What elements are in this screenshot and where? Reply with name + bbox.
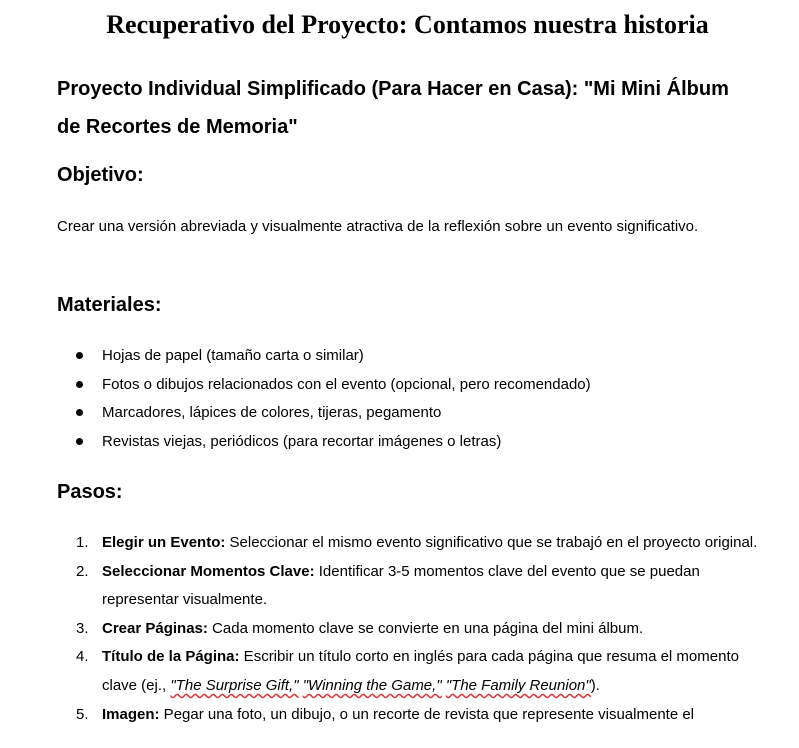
bullet-icon (76, 409, 83, 416)
step-number: 4. (76, 648, 89, 666)
materials-item-text: Fotos o dibujos relacionados con el evento (opcional, pero recomendado) (102, 375, 591, 393)
step-text: Seleccionar el mismo evento significativo que se trabajó en el proyecto original. (225, 534, 758, 551)
materials-heading: Materiales: (57, 294, 162, 316)
materials-item (57, 371, 777, 400)
step-text: Pegar una foto, un dibujo, o un recorte de revista que represente visualmente el (159, 705, 695, 723)
step-label: Elegir un Evento: (102, 534, 226, 551)
example-title: "The Family Reunion" (445, 676, 591, 694)
step-label: Crear Páginas: (102, 619, 208, 637)
step-item (57, 558, 762, 615)
steps-list (57, 529, 762, 729)
step-item (57, 529, 762, 558)
step-number: 5. (76, 705, 89, 723)
document-title: Recuperativo del Proyecto: Contamos nuestra historia (106, 10, 709, 39)
materials-item-text: Hojas de papel (tamaño carta o similar) (102, 347, 364, 364)
bullet-icon (76, 381, 83, 388)
step-text: Escribir un título corto en inglés para cada página que resuma el momento clave (ej., (102, 648, 739, 694)
step-label: Título de la Página: (102, 648, 240, 666)
step-number: 2. (76, 562, 89, 580)
step-text-end: ). (590, 676, 600, 694)
objective-text: Crear una versión abreviada y visualmente atractiva de la reflexión sobre un evento significativo. (57, 218, 699, 235)
materials-item-text: Revistas viejas, periódicos (para recortar imágenes o letras) (102, 433, 502, 451)
bullet-icon (76, 352, 83, 359)
step-item (57, 643, 762, 700)
bullet-icon (76, 438, 83, 445)
step-item (57, 615, 762, 644)
example-title: "The Surprise Gift," (170, 676, 299, 694)
materials-item-text: Marcadores, lápices de colores, tijeras, pegamento (102, 404, 442, 422)
step-label: Imagen: (102, 705, 160, 723)
step-text: Cada momento clave se convierte en una página del mini álbum. (207, 619, 644, 637)
steps-heading: Pasos: (57, 481, 123, 503)
step-item (57, 701, 762, 730)
example-title: "Winning the Game," (302, 676, 442, 694)
objective-heading: Objetivo: (57, 164, 144, 186)
materials-item (57, 342, 777, 371)
step-number: 3. (76, 619, 89, 637)
step-text: Identificar 3-5 momentos clave del evento que se puedan representar visualmente. (102, 562, 700, 609)
materials-item (57, 428, 777, 457)
materials-list (57, 342, 777, 457)
step-label: Seleccionar Momentos Clave: (102, 562, 315, 580)
project-subtitle: Proyecto Individual Simplificado (Para Hacer en Casa): "Mi Mini Álbum de Recortes de Memoria" (57, 78, 729, 138)
materials-item (57, 399, 777, 428)
step-number: 1. (76, 534, 89, 551)
